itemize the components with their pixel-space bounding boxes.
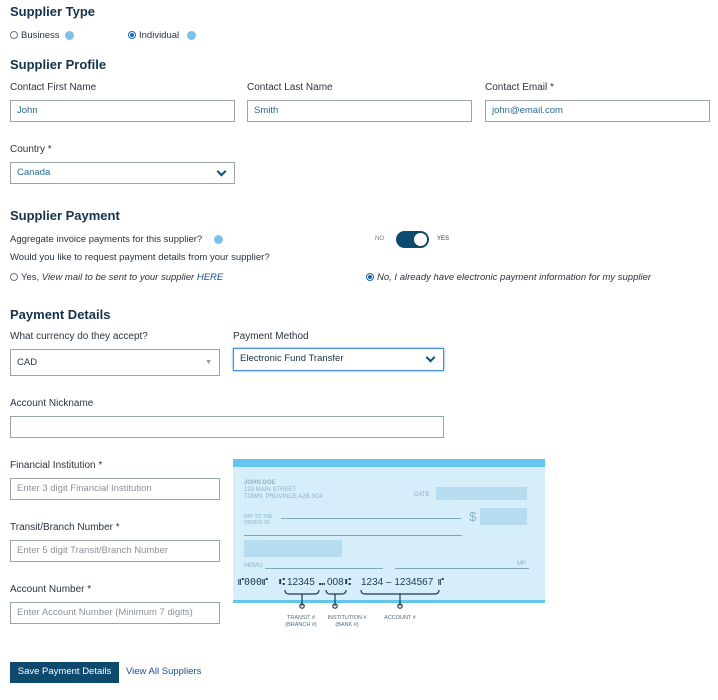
cheque-mp-label: MP bbox=[517, 561, 526, 567]
cheque-micr-end: ⑈ bbox=[438, 577, 444, 588]
payment-method-label: Payment Method bbox=[233, 331, 309, 342]
cheque-micr-sep2: ⑆ bbox=[345, 577, 351, 588]
aggregate-info-icon[interactable] bbox=[214, 235, 223, 244]
chevron-down-icon bbox=[217, 167, 227, 177]
supplier-type-title: Supplier Type bbox=[10, 4, 95, 19]
currency-select[interactable] bbox=[10, 349, 220, 376]
supplier-profile-title: Supplier Profile bbox=[10, 57, 107, 72]
cheque-memo-label: MEMO bbox=[244, 563, 263, 569]
chevron-down-icon bbox=[426, 353, 436, 363]
last-name-field[interactable]: Smith bbox=[247, 100, 472, 122]
cheque-words-line bbox=[244, 535, 462, 536]
cheque-date-box bbox=[436, 487, 527, 500]
first-name-field[interactable]: John bbox=[10, 100, 235, 122]
sample-cheque bbox=[233, 459, 545, 603]
email-field[interactable]: john@email.com bbox=[485, 100, 710, 122]
here-link[interactable]: HERE bbox=[196, 272, 224, 283]
cheque-address2: TOWN, PROVINCE A2B 3C4 bbox=[244, 494, 323, 500]
account-label: Account Number * bbox=[10, 584, 92, 595]
legend-transit: TRANSIT # (BRANCH #) bbox=[285, 615, 317, 628]
currency-label: What currency do they accept? bbox=[10, 331, 148, 342]
cheque-signature-line bbox=[395, 568, 529, 569]
cheque-amount-box bbox=[480, 508, 527, 525]
supplier-payment-title: Supplier Payment bbox=[10, 208, 120, 223]
cheque-micr-transit: 12345 bbox=[287, 577, 315, 588]
legend-account: ACCOUNT # bbox=[384, 615, 416, 621]
currency-value: CAD bbox=[17, 357, 38, 368]
business-info-icon[interactable] bbox=[65, 31, 74, 40]
radio-business[interactable] bbox=[10, 31, 18, 39]
cheque-memo-line bbox=[265, 568, 383, 569]
cheque-payto: PAY TO THE ORDER OF bbox=[244, 514, 273, 526]
cheque-micr-sep1: ⑆ bbox=[279, 577, 285, 588]
radio-individual[interactable] bbox=[128, 31, 136, 39]
nickname-label: Account Nickname bbox=[10, 398, 94, 409]
institution-label: Financial Institution * bbox=[10, 460, 103, 471]
aggregate-label: Aggregate invoice payments for this supplier? bbox=[10, 234, 203, 245]
payment-method-select[interactable] bbox=[233, 348, 444, 371]
cheque-pointer-brackets bbox=[233, 590, 545, 612]
toggle-yes-label: YES bbox=[437, 236, 450, 242]
cheque-micr-dash: ⑉ bbox=[319, 577, 325, 588]
payment-method-value: Electronic Fund Transfer bbox=[240, 353, 344, 364]
country-label: Country * bbox=[10, 144, 52, 155]
toggle-no-label: NO bbox=[375, 236, 384, 242]
cheque-date-label: DATE bbox=[414, 492, 430, 498]
radio-business-label: Business bbox=[21, 30, 60, 41]
account-field[interactable]: Enter Account Number (Minimum 7 digits) bbox=[10, 602, 220, 624]
cheque-top-bar bbox=[233, 459, 545, 467]
transit-label: Transit/Branch Number * bbox=[10, 522, 120, 533]
radio-request-no[interactable] bbox=[366, 273, 374, 281]
institution-field[interactable]: Enter 3 digit Financial Institution bbox=[10, 478, 220, 500]
cheque-micr-prefix: ⑈000⑈ bbox=[238, 577, 269, 588]
cheque-words-box bbox=[244, 540, 342, 557]
country-select[interactable] bbox=[10, 162, 235, 184]
payment-details-title: Payment Details bbox=[10, 307, 111, 322]
toggle-knob bbox=[414, 233, 427, 246]
request-question: Would you like to request payment details from your supplier? bbox=[10, 252, 270, 263]
save-payment-details-button[interactable]: Save Payment Details bbox=[10, 662, 119, 683]
cheque-micr-institution: 008 bbox=[327, 577, 344, 588]
last-name-label: Contact Last Name bbox=[247, 82, 333, 93]
email-label: Contact Email * bbox=[485, 82, 554, 93]
cheque-address1: 123 MAIN STREET bbox=[244, 487, 297, 493]
transit-field[interactable]: Enter 5 digit Transit/Branch Number bbox=[10, 540, 220, 562]
country-value: Canada bbox=[17, 167, 51, 178]
caret-down-icon: ▼ bbox=[205, 359, 212, 366]
view-all-suppliers-link[interactable]: View All Suppliers bbox=[126, 666, 202, 677]
radio-request-yes[interactable] bbox=[10, 273, 18, 281]
request-no-label: No, I already have electronic payment information for my supplier bbox=[377, 272, 652, 283]
request-yes-label: Yes, View mail to be sent to your supplier HERE bbox=[21, 272, 224, 283]
legend-institution: INSTITUTION # (BANK #) bbox=[327, 615, 367, 628]
first-name-label: Contact First Name bbox=[10, 82, 97, 93]
radio-individual-label: Individual bbox=[139, 30, 180, 41]
aggregate-toggle[interactable] bbox=[396, 231, 429, 248]
nickname-field[interactable] bbox=[10, 416, 444, 438]
cheque-payee-line bbox=[281, 518, 461, 519]
cheque-micr-account: 1234 – 1234567 bbox=[361, 577, 434, 588]
cheque-name: JOHN DOE bbox=[244, 480, 276, 486]
cheque-dollar-sign: $ bbox=[469, 509, 477, 524]
individual-info-icon[interactable] bbox=[187, 31, 196, 40]
